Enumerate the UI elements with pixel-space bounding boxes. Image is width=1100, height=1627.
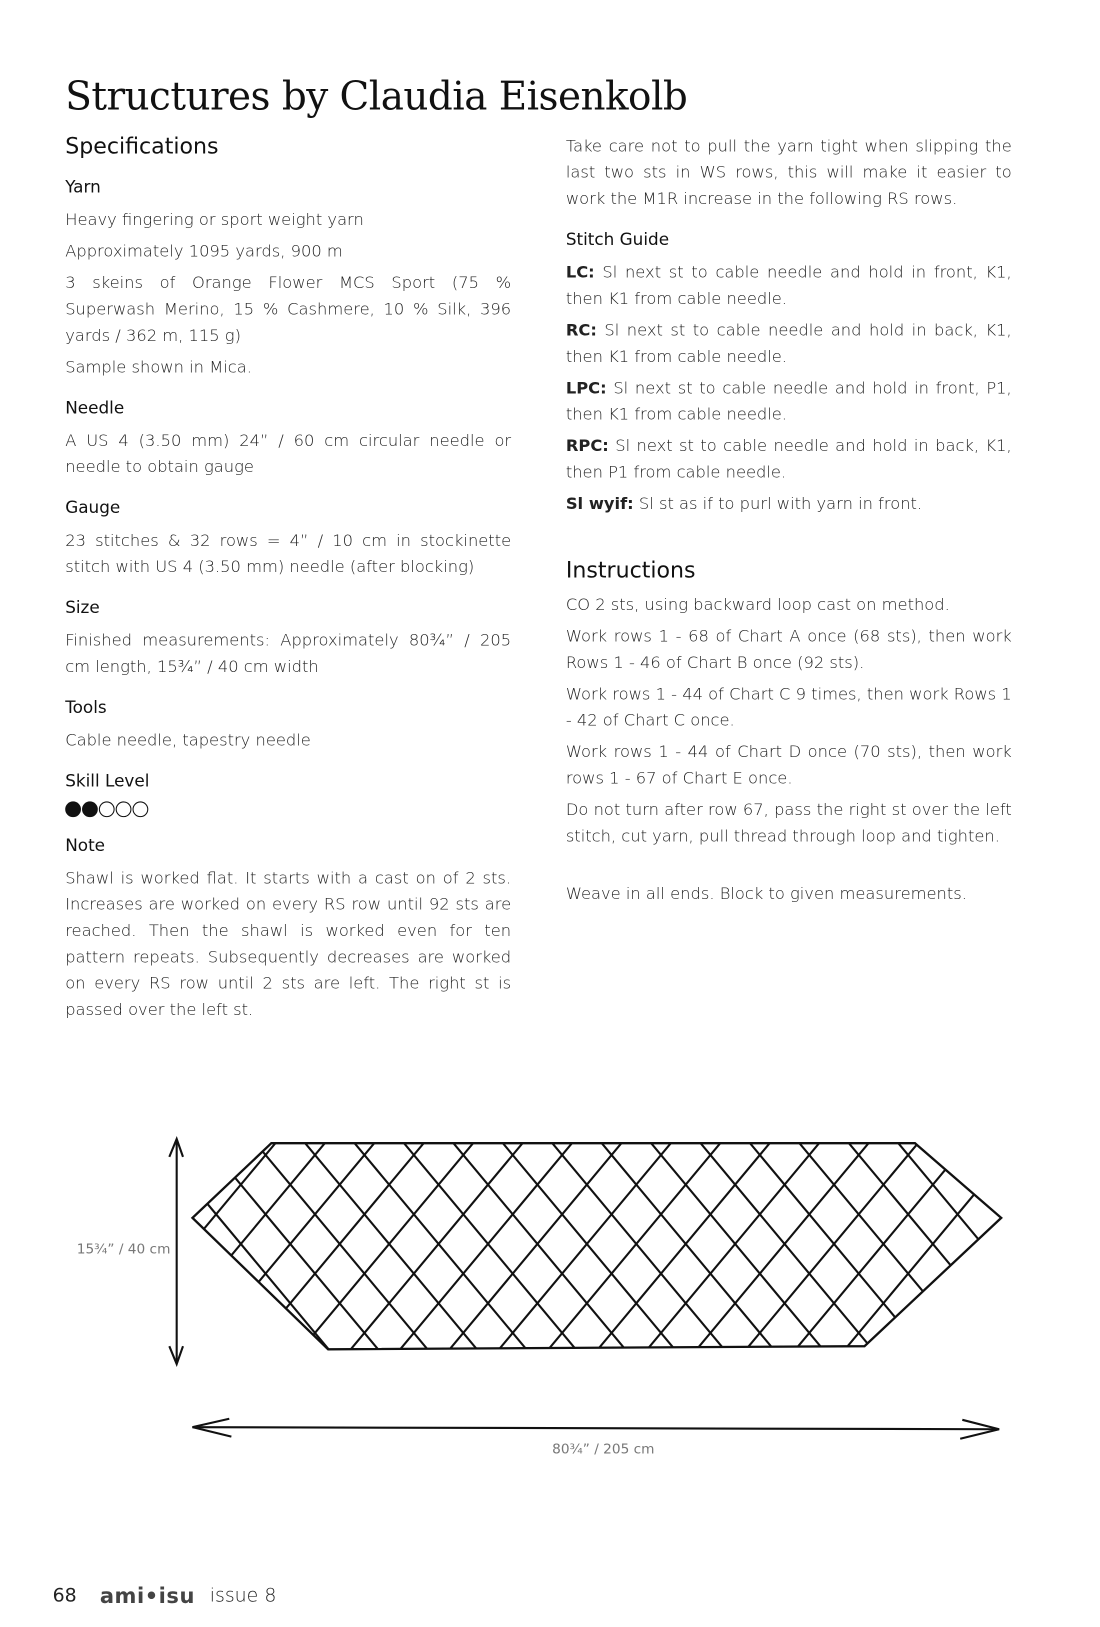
finishing-text: Weave in all ends. Block to given measurements. <box>565 884 967 904</box>
note-label: Note <box>65 835 106 856</box>
lattice-line <box>142 1125 344 1367</box>
skill-level-label: Skill Level <box>65 770 150 791</box>
lattice-line <box>632 1125 834 1367</box>
tools-label: Tools <box>65 697 107 718</box>
instruction-step: Work rows 1 - 44 of Chart D once (70 sts), then work rows 1 - 67 of Chart E once. <box>565 742 1012 788</box>
lattice-line <box>883 1125 1085 1367</box>
needle-label: Needle <box>65 397 125 418</box>
lattice-line <box>880 1125 1082 1367</box>
stitch-term: Sl wyif: <box>565 494 634 514</box>
lattice-line <box>290 1125 492 1367</box>
yarn-line: Heavy fingering or sport weight yarn <box>65 210 364 230</box>
lattice-line <box>340 1125 542 1367</box>
lattice-line <box>1081 1125 1100 1367</box>
instruction-step: Work rows 1 - 44 of Chart C 9 times, then work Rows 1 - 42 of Chart C once. <box>565 684 1012 730</box>
lattice-line <box>534 1125 736 1367</box>
instruction-step: Do not turn after row 67, pass the right st over the left stitch, cut yarn, pull thread through loop and tighten. <box>565 800 1012 846</box>
lattice-line <box>241 1125 443 1367</box>
lattice-line <box>929 1125 1100 1367</box>
lattice-line <box>286 1125 488 1367</box>
lattice-line <box>389 1125 591 1367</box>
yarn-line: 3 skeins of Orange Flower MCS Sport (75 % Superwash Merino, 15 % Cashmere, 10 % Silk, 396 yards / 362 m, 115 g) <box>65 273 512 345</box>
lattice-line <box>978 1125 1100 1367</box>
specifications-heading: Specifications <box>65 133 219 159</box>
stitch-term: LPC: <box>565 378 607 398</box>
yarn-line: Sample shown in Mica. <box>65 357 252 377</box>
size-label: Size <box>65 597 100 618</box>
stitch-definition: Sl st as if to purl with yarn in front. <box>633 494 923 514</box>
page-title: Structures by Claudia Eisenkolb <box>65 73 688 119</box>
stitch-term: LC: <box>565 262 595 282</box>
gauge-text: 23 stitches & 32 rows = 4” / 10 cm in stockinette stitch with US 4 (3.50 mm) needle (after blocking) <box>65 531 512 577</box>
size-text: Finished measurements: Approximately 80¾” / 205 cm length, 15¾” / 40 cm width <box>65 631 512 677</box>
lattice-line <box>587 1125 789 1367</box>
stitch-definition: Sl next st to cable needle and hold in front, P1, then K1 from cable needle. <box>565 378 1012 424</box>
length-dimension-label: 80¾” / 205 cm <box>552 1441 655 1458</box>
lattice-line <box>188 1125 390 1367</box>
lattice-line <box>735 1125 937 1367</box>
lattice-line <box>830 1125 1032 1367</box>
page-number: 68 <box>52 1584 77 1607</box>
lattice-line <box>435 1125 637 1367</box>
instruction-step: Work rows 1 - 68 of Chart A once (68 sts), then work Rows 1 - 46 of Chart B once (92 sts). <box>565 626 1012 673</box>
instruction-step: CO 2 sts, using backward loop cast on method. <box>565 595 950 615</box>
lattice-line <box>484 1125 686 1367</box>
length-arrow <box>192 1419 999 1439</box>
lattice-line <box>1032 1125 1100 1367</box>
stitch-definition: Sl next st to cable needle and hold in front, K1, then K1 from cable needle. <box>565 262 1012 309</box>
gauge-label: Gauge <box>65 497 121 518</box>
lattice-line <box>385 1125 587 1367</box>
lattice-line <box>537 1125 739 1367</box>
tools-text: Cable needle, tapestry needle <box>65 730 311 750</box>
lattice-line <box>439 1125 641 1367</box>
lattice-line <box>1077 1125 1100 1367</box>
lattice-line <box>488 1125 690 1367</box>
width-arrow <box>169 1139 183 1364</box>
lattice-line <box>686 1125 888 1367</box>
lattice-line <box>583 1125 785 1367</box>
footer <box>53 1583 277 1608</box>
issue-label: issue 8 <box>209 1584 277 1607</box>
note-text: Shawl is worked flat. It starts with a cast on of 2 sts. Increases are worked on every RS row until 92 sts are reached. Then the shawl is worked even for ten pattern repeats. Subsequently decreases are worked on every RS row until 2 sts are left. The right st is passed over the left st. <box>65 868 512 1020</box>
lattice-line <box>237 1125 439 1367</box>
lattice-line <box>785 1125 987 1367</box>
lattice-line <box>636 1125 838 1367</box>
magazine-logo: ami•isu <box>99 1582 195 1609</box>
needle-text: A US 4 (3.50 mm) 24” / 60 cm circular needle or needle to obtain gauge <box>65 431 512 477</box>
lattice-line <box>731 1125 933 1367</box>
intro-text: Take care not to pull the yarn tight when slipping the last two sts in WS rows, this will make it easier to work the M1R increase in the following RS rows. <box>565 136 1012 209</box>
stitch-term: RC: <box>565 320 597 340</box>
lattice-line <box>1028 1125 1100 1367</box>
width-dimension-label: 15¾” / 40 cm <box>76 1242 171 1258</box>
instructions-heading: Instructions <box>565 557 696 583</box>
yarn-label: Yarn <box>65 176 101 197</box>
lattice-line <box>336 1125 538 1367</box>
lattice-line <box>982 1125 1100 1367</box>
lattice-line <box>682 1125 884 1367</box>
stitch-definition: Sl next st to cable needle and hold in back, K1, then K1 from cable needle. <box>565 320 1012 366</box>
stitch-guide-label: Stitch Guide <box>565 229 670 250</box>
stitch-definition: Sl next st to cable needle and hold in back, K1, then P1 from cable needle. <box>565 436 1012 482</box>
stitch-term: RPC: <box>565 436 609 456</box>
lattice-line <box>933 1125 1100 1367</box>
lattice-line <box>0 1125 43 1367</box>
yarn-line: Approximately 1095 yards, 900 m <box>65 241 343 261</box>
